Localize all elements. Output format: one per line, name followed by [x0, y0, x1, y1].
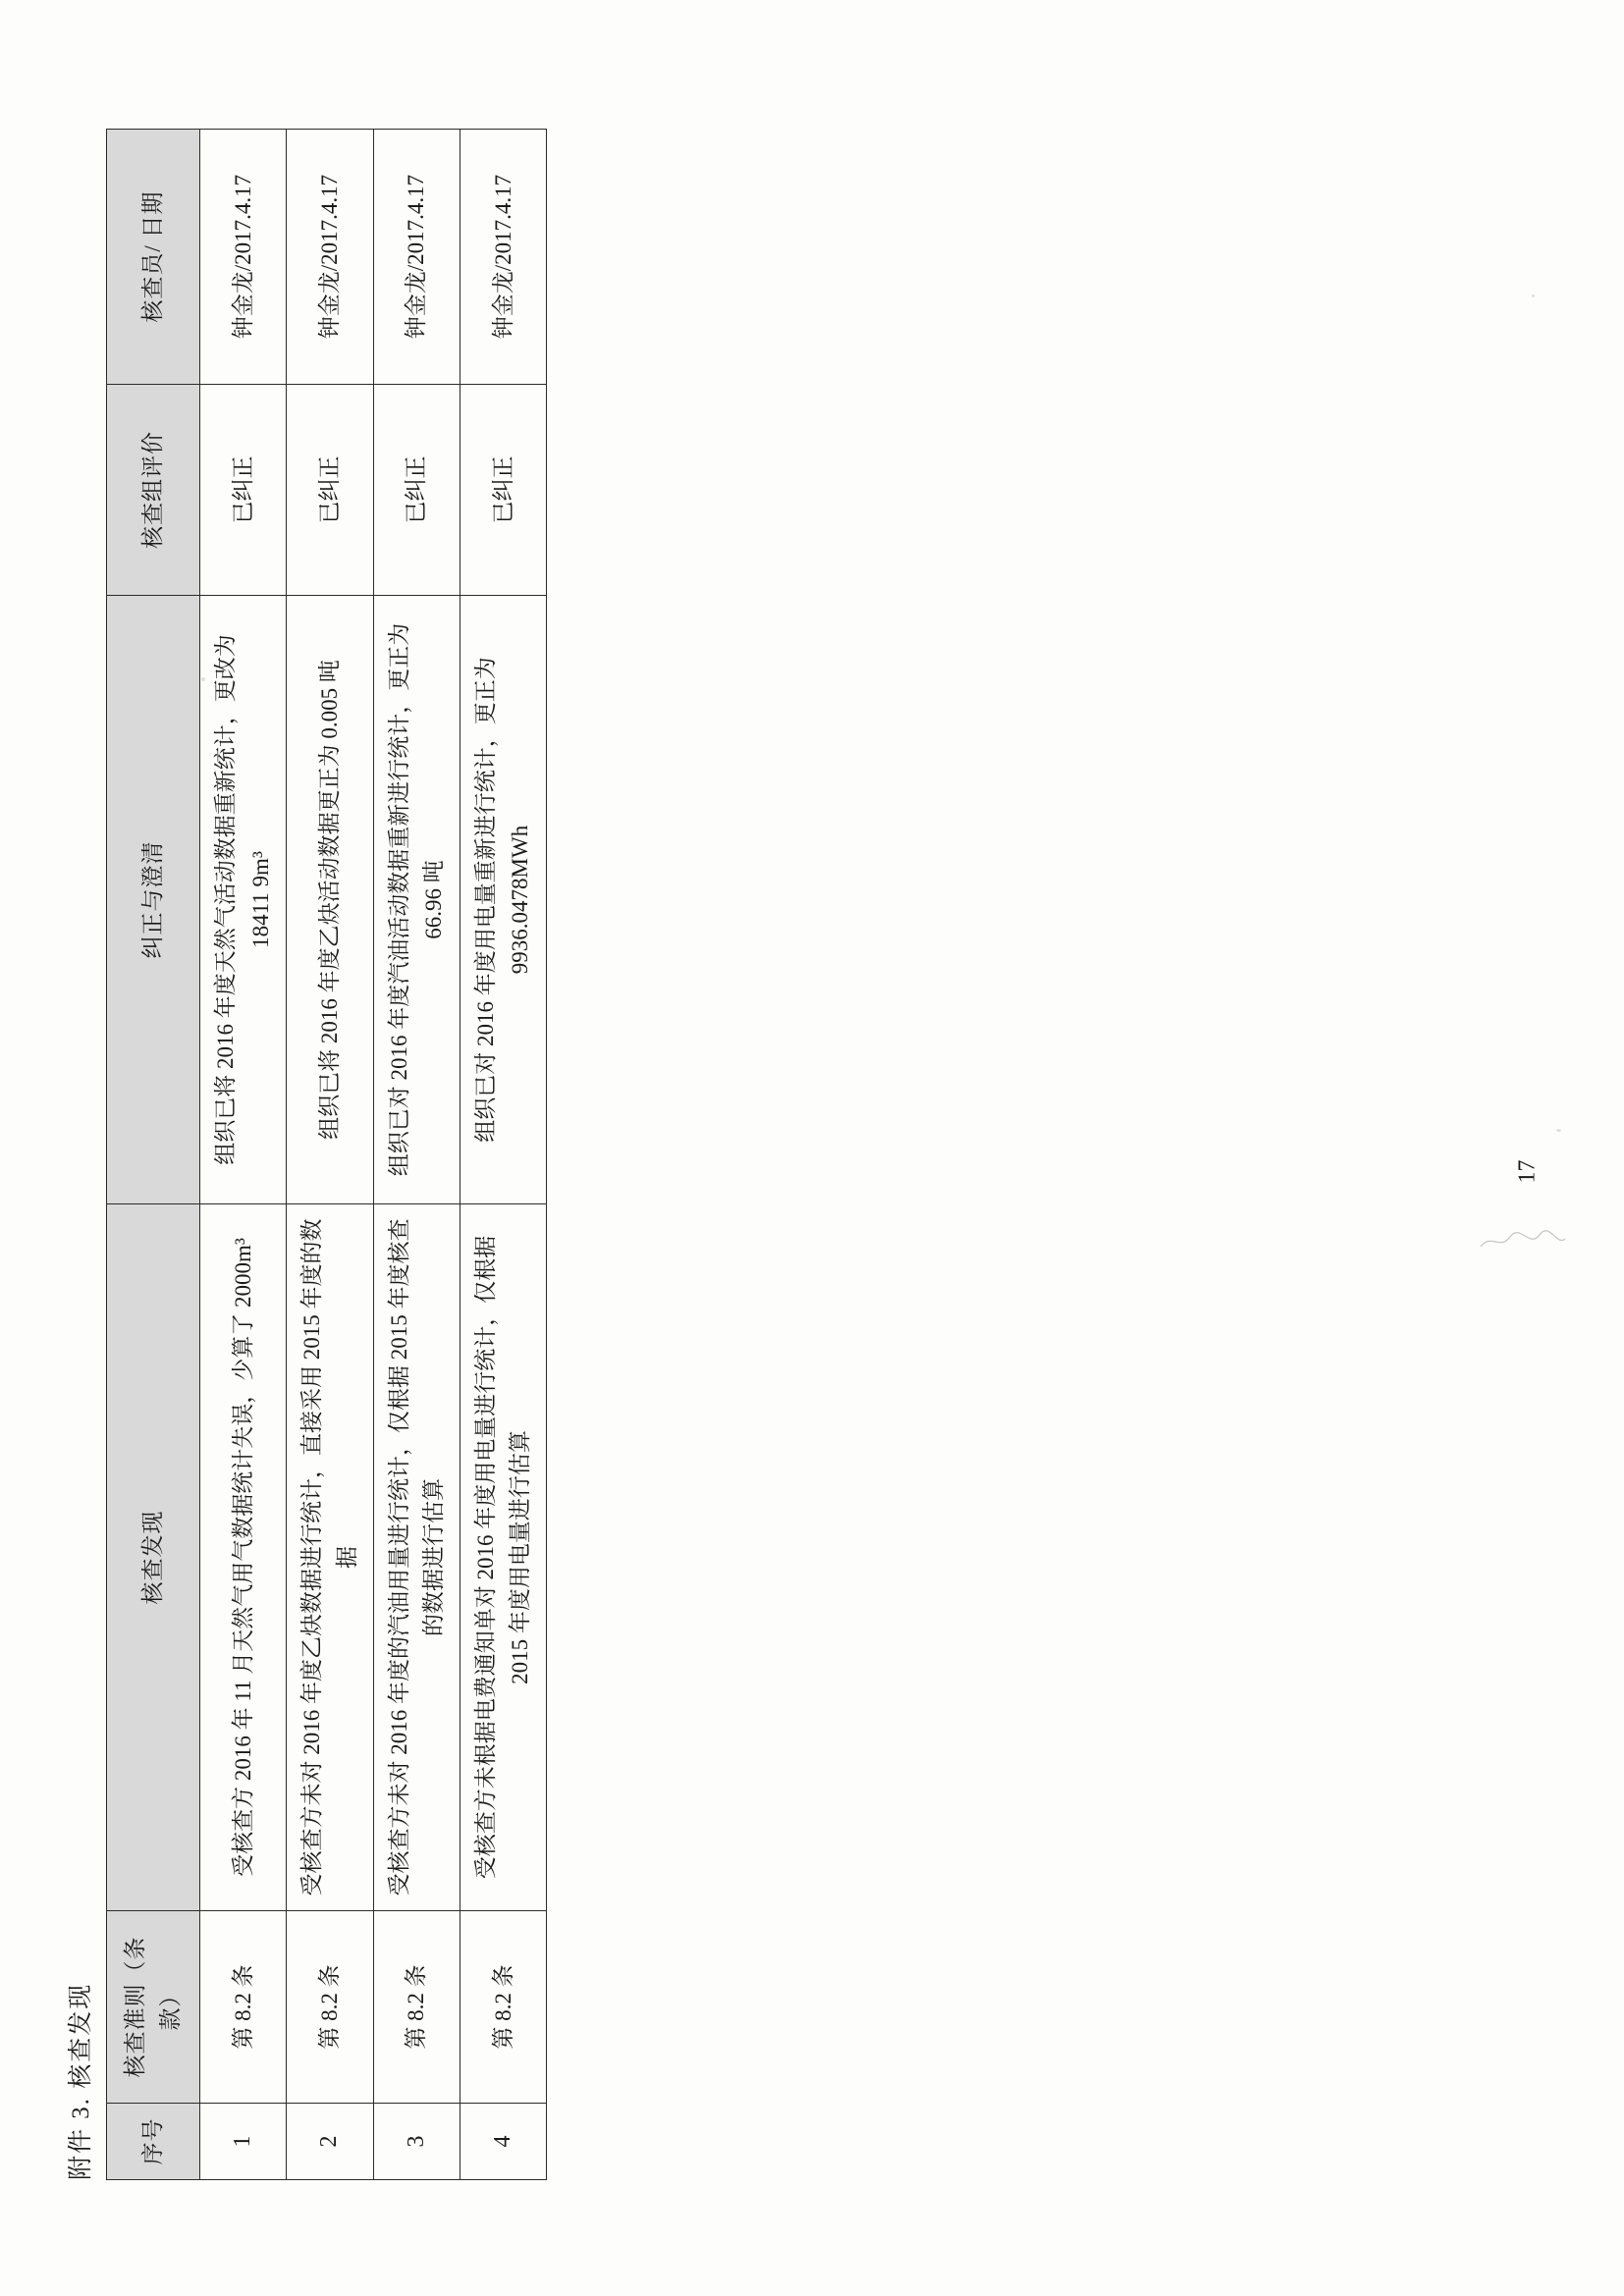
scan-artifact-scribble	[1479, 1227, 1567, 1253]
column-header-evaluation: 核查组评价	[107, 385, 200, 596]
cell-evaluation: 已纠正	[460, 385, 546, 596]
table-row	[460, 130, 546, 2180]
scan-speck	[1556, 1129, 1561, 1132]
column-header-no: 序号	[107, 2104, 200, 2180]
column-header-criterion: 核查准则（条款）	[107, 1911, 200, 2104]
column-header-correction: 纠正与澄清	[107, 596, 200, 1204]
audit-findings-table-container	[106, 129, 547, 2180]
column-header-finding: 核查发现	[107, 1204, 200, 1911]
table-row	[287, 130, 373, 2180]
cell-finding: 受核查方未对 2016 年度的汽油用量进行统计，仅根据 2015 年度核查的数据进行估算	[373, 1204, 460, 1911]
cell-correction: 组织已对 2016 年度汽油活动数据重新进行统计，更正为 66.96 吨	[373, 596, 460, 1204]
scan-speck	[1532, 294, 1535, 297]
cell-criterion: 第 8.2 条	[200, 1911, 287, 2104]
cell-auditor: 钟金龙/2017.4.17	[373, 130, 460, 385]
cell-evaluation: 已纠正	[200, 385, 287, 596]
cell-evaluation: 已纠正	[287, 385, 373, 596]
cell-criterion: 第 8.2 条	[373, 1911, 460, 2104]
cell-no: 1	[200, 2104, 287, 2180]
column-header-auditor: 核查员/ 日期	[107, 130, 200, 385]
cell-no: 3	[373, 2104, 460, 2180]
cell-correction: 组织已对 2016 年度用电量重新进行统计，更正为 9936.0478MWh	[460, 596, 546, 1204]
table-row	[200, 130, 287, 2180]
cell-finding: 受核查方未根据电费通知单对 2016 年度用电量进行统计，仅根据 2015 年度用电量进行估算	[460, 1204, 546, 1911]
scan-speck	[201, 677, 205, 681]
cell-correction: 组织已将 2016 年度天然气活动数据重新统计，更改为 18411 9m³	[200, 596, 287, 1204]
audit-findings-table	[106, 129, 547, 2180]
cell-auditor: 钟金龙/2017.4.17	[287, 130, 373, 385]
page-number: 17	[1514, 1159, 1541, 1184]
cell-criterion: 第 8.2 条	[460, 1911, 546, 2104]
table-row	[373, 130, 460, 2180]
cell-finding: 受核查方 2016 年 11 月天然气用气数据统计失误，少算了 2000m³	[200, 1204, 287, 1911]
cell-correction: 组织已将 2016 年度乙炔活动数据更正为 0.005 吨	[287, 596, 373, 1204]
page-title: 附件 3. 核查发现	[68, 1982, 94, 2180]
table-header-row	[107, 130, 200, 2180]
cell-auditor: 钟金龙/2017.4.17	[200, 130, 287, 385]
cell-finding: 受核查方未对 2016 年度乙炔数据进行统计，直接采用 2015 年度的数据	[287, 1204, 373, 1911]
cell-criterion: 第 8.2 条	[287, 1911, 373, 2104]
cell-auditor: 钟金龙/2017.4.17	[460, 130, 546, 385]
cell-evaluation: 已纠正	[373, 385, 460, 596]
cell-no: 2	[287, 2104, 373, 2180]
cell-no: 4	[460, 2104, 546, 2180]
